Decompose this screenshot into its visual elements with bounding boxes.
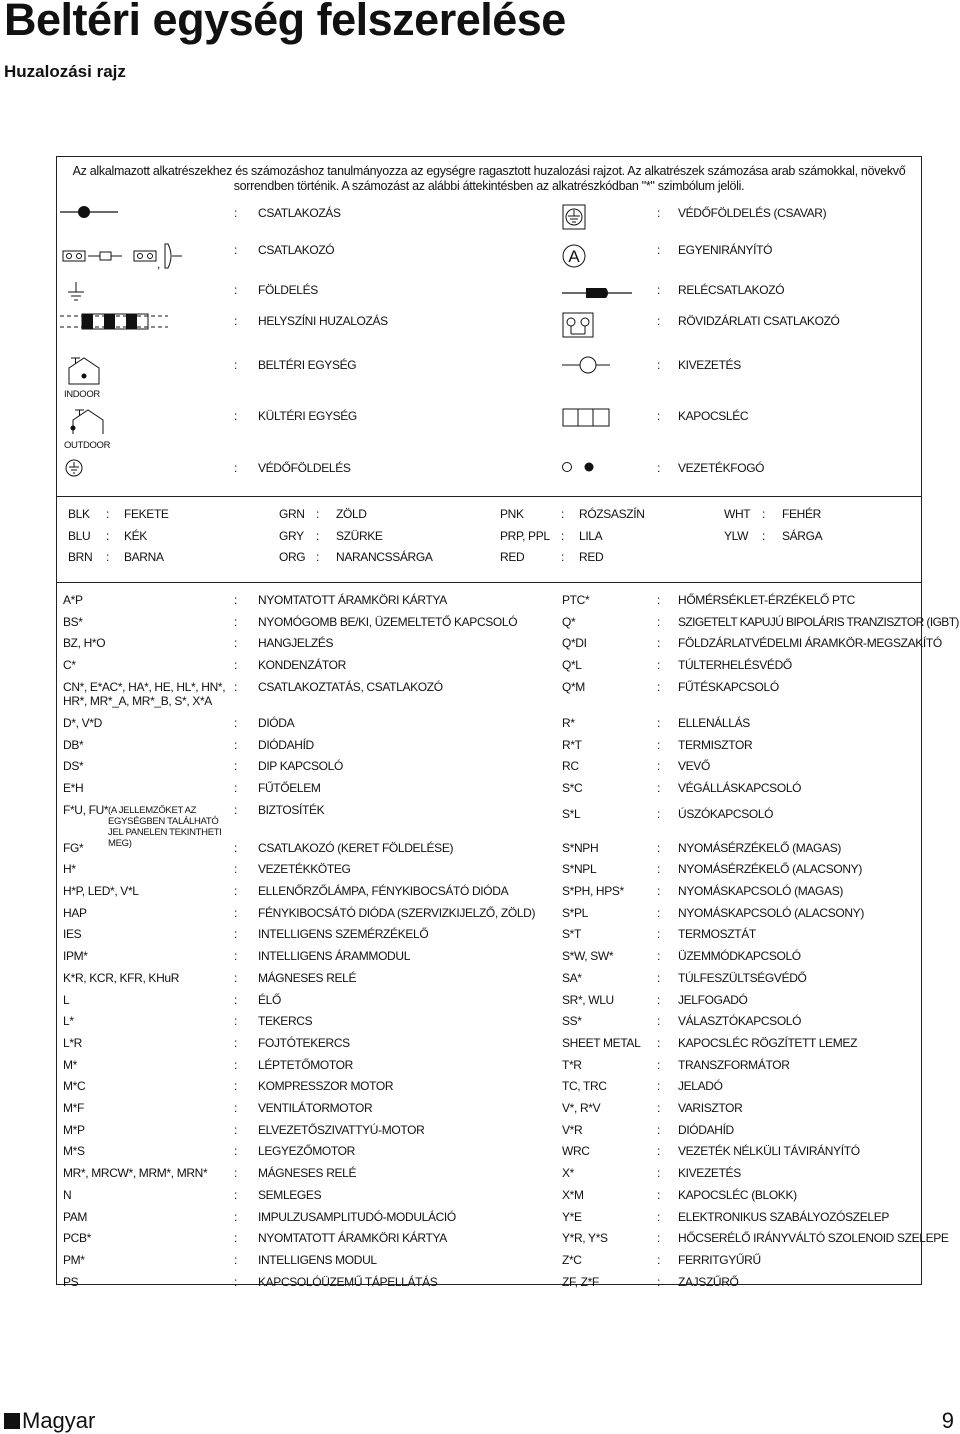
code-abbreviation: MR*, MRCW*, MRM*, MRN* — [63, 1166, 208, 1181]
code-abbreviation: K*R, KCR, KFR, KHuR — [63, 970, 180, 985]
wire-clamp-icon — [562, 460, 602, 474]
symbol-label: CSATLAKOZÁS — [258, 206, 341, 220]
code-description: ÚSZÓKAPCSOLÓ — [678, 806, 774, 821]
separator-colon: : — [657, 862, 661, 877]
connection-dot-icon — [60, 204, 120, 220]
code-abbreviation: M*F — [63, 1101, 84, 1115]
code-abbreviation: T*R — [562, 1057, 582, 1072]
color-code: GRY — [279, 529, 304, 543]
section-divider — [56, 582, 922, 583]
code-description: NYOMÁSKAPCSOLÓ (ALACSONY) — [678, 905, 864, 920]
code-abbreviation: IES — [63, 927, 82, 942]
code-description: FOJTÓTEKERCS — [258, 1035, 350, 1050]
code-abbreviation: BS* — [63, 614, 83, 629]
protective-earth-screw-icon — [562, 204, 588, 232]
color-code: BLU — [68, 529, 91, 543]
separator-colon: : — [657, 1144, 661, 1159]
code-description: INTELLIGENS SZEMÉRZÉKELŐ — [258, 927, 429, 942]
relay-connector-icon — [562, 285, 634, 301]
symbol-label: KÜLTÉRI EGYSÉG — [258, 409, 357, 423]
footer-page-number: 9 — [941, 1408, 954, 1433]
terminal-strip-icon — [562, 408, 612, 428]
code-description: ELLENŐRZŐLÁMPA, FÉNYKIBOCSÁTÓ DIÓDA — [258, 884, 509, 898]
separator-colon: : — [234, 243, 238, 257]
code-description: BIZTOSÍTÉK — [258, 802, 325, 817]
code-abbreviation: PCB* — [63, 1231, 91, 1246]
code-description: TRANSZFORMÁTOR — [678, 1057, 790, 1072]
code-description: CSATLAKOZÓ (KERET FÖLDELÉSE) — [258, 840, 454, 855]
code-description: ELEKTRONIKUS SZABÁLYOZÓSZELEP — [678, 1209, 890, 1224]
code-description: ÜZEMMÓDKAPCSOLÓ — [678, 949, 801, 964]
color-code: GRN — [279, 507, 305, 521]
rectifier-letter: A — [568, 247, 580, 266]
separator-colon: : — [234, 1187, 238, 1202]
separator-colon: : — [234, 1035, 238, 1050]
color-code: ORG — [279, 550, 306, 564]
color-code: PNK — [500, 507, 524, 521]
separator-colon: : — [234, 636, 238, 651]
separator-colon: : — [234, 1252, 238, 1267]
separator-colon: : — [234, 1014, 238, 1029]
code-abbreviation: PM* — [63, 1252, 85, 1267]
separator-colon: : — [762, 507, 766, 521]
color-name: RED — [579, 550, 604, 564]
code-abbreviation: X*M — [562, 1187, 584, 1202]
separator-colon: : — [657, 1101, 661, 1115]
code-abbreviation: V*, R*V — [562, 1101, 601, 1115]
code-abbreviation: Q*DI — [562, 636, 587, 651]
intro-text: Az alkalmazott alkatrészekhez és számozáshoz tanulmányozza az egységre ragasztott huzalozási rajzot. Az alkatrészek számozása arab számokkal, növekvő sorrendben történik. A számozást az alábbi áttekintésben az alkatrészkódban "*" szimbólum jelöli. — [72, 164, 906, 193]
code-description: FERRITGYŰRŰ — [678, 1252, 761, 1267]
code-abbreviation: FG* — [63, 840, 84, 855]
code-description: KAPOCSLÉC RÖGZÍTETT LEMEZ — [678, 1035, 858, 1050]
separator-colon: : — [316, 550, 320, 564]
code-description: KOMPRESSZOR MOTOR — [258, 1079, 394, 1094]
code-abbreviation: DS* — [63, 759, 84, 774]
code-abbreviation: BZ, H*O — [63, 636, 106, 651]
terminal-icon — [562, 355, 612, 375]
code-description: CSATLAKOZTATÁS, CSATLAKOZÓ — [258, 679, 443, 694]
code-abbreviation: S*W, SW* — [562, 949, 614, 964]
separator-colon: : — [234, 1057, 238, 1072]
separator-colon: : — [234, 759, 238, 774]
separator-colon: : — [657, 1035, 661, 1050]
symbol-label: EGYENIRÁNYÍTÓ — [678, 243, 773, 257]
symbol-label: VÉDŐFÖLDELÉS — [258, 461, 351, 475]
code-description: SZIGETELT KAPUJÚ BIPOLÁRIS TRANZISZTOR (IGBT) — [678, 614, 959, 629]
footer-language — [4, 1408, 95, 1434]
separator-colon: : — [657, 593, 661, 607]
code-description: DIÓDA — [258, 715, 295, 730]
code-abbreviation: SHEET METAL — [562, 1035, 641, 1050]
code-description: NYOMTATOTT ÁRAMKÖRI KÁRTYA — [258, 593, 447, 607]
code-description: SEMLEGES — [258, 1187, 322, 1202]
code-description: FŰTÉSKAPCSOLÓ — [678, 679, 779, 694]
color-name: FEHÉR — [782, 507, 821, 521]
separator-colon: : — [234, 905, 238, 920]
code-abbreviation: M*P — [63, 1122, 85, 1137]
code-description: JELFOGADÓ — [678, 992, 748, 1007]
code-description: DIP KAPCSOLÓ — [258, 759, 343, 774]
code-description: ELLENÁLLÁS — [678, 715, 750, 730]
separator-colon: : — [234, 715, 238, 730]
outdoor-caption: OUTDOOR — [64, 440, 111, 451]
code-description: HŐCSERÉLŐ IRÁNYVÁLTÓ SZOLENOID SZELEPE — [678, 1231, 949, 1246]
separator-colon: : — [234, 314, 238, 328]
separator-colon: : — [234, 927, 238, 942]
code-abbreviation: DB* — [63, 737, 84, 752]
code-abbreviation: H* — [63, 862, 76, 877]
connector-icon — [60, 242, 185, 272]
symbol-label: RELÉCSATLAKOZÓ — [678, 283, 785, 297]
svg-text:,: , — [157, 257, 161, 271]
ground-icon — [66, 282, 86, 302]
code-abbreviation: HR*, MR*_A, MR*_B, S*, X*A — [63, 693, 212, 708]
code-abbreviation: R* — [562, 715, 575, 730]
separator-colon: : — [657, 737, 661, 752]
indoor-caption: INDOOR — [64, 389, 100, 400]
code-description: ZAJSZŰRŐ — [678, 1274, 739, 1289]
code-description: MÁGNESES RELÉ — [258, 970, 357, 985]
separator-colon: : — [234, 1144, 238, 1159]
separator-colon: : — [234, 614, 238, 629]
separator-colon: : — [234, 1274, 238, 1289]
code-abbreviation: Q* — [562, 614, 576, 629]
code-description: VÁLASZTÓKAPCSOLÓ — [678, 1014, 802, 1029]
separator-colon: : — [657, 970, 661, 985]
separator-colon: : — [234, 1079, 238, 1094]
color-name: FEKETE — [124, 507, 169, 521]
code-description: HANGJELZÉS — [258, 636, 334, 651]
separator-colon: : — [657, 636, 661, 651]
code-description: NYOMTATOTT ÁRAMKÖRI KÁRTYA — [258, 1231, 447, 1246]
page-subtitle: Huzalozási rajz — [4, 62, 126, 81]
separator-colon: : — [106, 507, 110, 521]
code-description: TERMISZTOR — [678, 737, 753, 752]
code-abbreviation: D*, V*D — [63, 715, 102, 730]
code-abbreviation: Q*M — [562, 679, 585, 694]
code-abbreviation: M* — [63, 1057, 77, 1072]
separator-colon: : — [106, 550, 110, 564]
code-abbreviation: ZF, Z*F — [562, 1274, 599, 1289]
code-description: DIÓDAHÍD — [678, 1122, 734, 1137]
code-abbreviation: S*L — [562, 806, 581, 821]
separator-colon: : — [234, 970, 238, 985]
color-name: SÁRGA — [782, 529, 823, 543]
separator-colon: : — [234, 283, 238, 297]
separator-colon: : — [561, 529, 565, 543]
separator-colon: : — [657, 806, 661, 821]
protective-earth-icon — [64, 458, 84, 478]
separator-colon: : — [657, 243, 661, 257]
code-abbreviation: E*H — [63, 780, 84, 795]
color-name: NARANCSSÁRGA — [336, 550, 433, 564]
code-description: TÚLFESZÜLTSÉGVÉDŐ — [678, 970, 807, 985]
code-description: VEVŐ — [678, 759, 710, 774]
symbol-label: KIVEZETÉS — [678, 358, 741, 372]
color-name: ZÖLD — [336, 507, 367, 521]
separator-colon: : — [657, 1231, 661, 1246]
code-abbreviation: L — [63, 992, 70, 1007]
separator-colon: : — [657, 658, 661, 673]
color-code: RED — [500, 550, 525, 564]
code-abbreviation: X* — [562, 1166, 574, 1181]
separator-colon: : — [316, 529, 320, 543]
color-name: SZÜRKE — [336, 529, 383, 543]
separator-colon: : — [234, 840, 238, 855]
color-code: BRN — [68, 550, 93, 564]
separator-colon: : — [657, 715, 661, 730]
section-divider — [56, 496, 922, 497]
code-description: VÉGÁLLÁSKAPCSOLÓ — [678, 780, 802, 795]
code-description: DIÓDAHÍD — [258, 737, 314, 752]
separator-colon: : — [657, 1079, 661, 1094]
separator-colon: : — [234, 658, 238, 673]
separator-colon: : — [657, 949, 661, 964]
separator-colon: : — [234, 206, 238, 220]
code-abbreviation: HAP — [63, 905, 87, 920]
separator-colon: : — [657, 1252, 661, 1267]
separator-colon: : — [234, 802, 238, 817]
code-abbreviation: SS* — [562, 1014, 582, 1029]
code-description: JELADÓ — [678, 1079, 723, 1094]
field-wiring-icon — [60, 313, 170, 331]
code-description: NYOMÓGOMB BE/KI, ÜZEMELTETŐ KAPCSOLÓ — [258, 614, 518, 629]
separator-colon: : — [657, 759, 661, 774]
separator-colon: : — [234, 780, 238, 795]
separator-colon: : — [234, 884, 238, 898]
code-abbreviation: S*NPL — [562, 862, 597, 877]
code-abbreviation: S*PL — [562, 905, 588, 920]
separator-colon: : — [657, 1166, 661, 1181]
code-description: ELVEZETŐSZIVATTYÚ-MOTOR — [258, 1122, 425, 1137]
separator-colon: : — [657, 927, 661, 942]
separator-colon: : — [561, 507, 565, 521]
footer-language-label: Magyar — [22, 1408, 96, 1433]
separator-colon: : — [657, 1122, 661, 1137]
symbol-label: HELYSZÍNI HUZALOZÁS — [258, 314, 388, 328]
code-abbreviation: TC, TRC — [562, 1079, 607, 1094]
color-name: LILA — [579, 529, 603, 543]
separator-colon: : — [657, 314, 661, 328]
separator-colon: : — [316, 507, 320, 521]
code-description: INTELLIGENS MODUL — [258, 1252, 377, 1267]
short-circuit-connector-icon — [562, 312, 598, 340]
code-abbreviation: WRC — [562, 1144, 590, 1159]
separator-colon: : — [657, 1057, 661, 1072]
separator-colon: : — [234, 358, 238, 372]
code-abbreviation: S*T — [562, 927, 581, 942]
separator-colon: : — [657, 780, 661, 795]
separator-colon: : — [234, 1166, 238, 1181]
code-description: TERMOSZTÁT — [678, 927, 756, 942]
code-abbreviation: PTC* — [562, 593, 590, 607]
separator-colon: : — [234, 409, 238, 423]
separator-colon: : — [657, 461, 661, 475]
code-abbreviation: Y*E — [562, 1209, 582, 1224]
code-description: NYOMÁSÉRZÉKELŐ (MAGAS) — [678, 840, 841, 855]
separator-colon: : — [234, 1101, 238, 1115]
code-description: MÁGNESES RELÉ — [258, 1166, 357, 1181]
indoor-unit-icon — [66, 356, 106, 386]
separator-colon: : — [657, 358, 661, 372]
code-abbreviation: A*P — [63, 593, 83, 607]
code-description: HŐMÉRSÉKLET-ÉRZÉKELŐ PTC — [678, 593, 855, 607]
symbol-label: KAPOCSLÉC — [678, 409, 749, 423]
code-description: NYOMÁSKAPCSOLÓ (MAGAS) — [678, 884, 843, 898]
code-abbreviation: CN*, E*AC*, HA*, HE, HL*, HN*, — [63, 679, 226, 694]
separator-colon: : — [106, 529, 110, 543]
code-abbreviation: L*R — [63, 1035, 82, 1050]
code-abbreviation: V*R — [562, 1122, 583, 1137]
code-description: KAPOCSLÉC (BLOKK) — [678, 1187, 797, 1202]
separator-colon: : — [234, 593, 238, 607]
code-description: IMPULZUSAMPLITUDÓ-MODULÁCIÓ — [258, 1209, 456, 1224]
code-abbreviation: SR*, WLU — [562, 992, 614, 1007]
code-abbreviation: M*C — [63, 1079, 86, 1094]
color-code: PRP, PPL — [500, 529, 550, 543]
page-title: Beltéri egység felszerelése — [4, 0, 566, 45]
rectifier-icon — [562, 244, 588, 270]
separator-colon: : — [234, 461, 238, 475]
code-abbreviation: N — [63, 1187, 72, 1202]
code-description: FÉNYKIBOCSÁTÓ DIÓDA (SZERVIZKIJELZŐ, ZÖLD) — [258, 905, 536, 920]
code-description: VEZETÉK NÉLKÜLI TÁVIRÁNYÍTÓ — [678, 1144, 860, 1159]
symbol-label: BELTÉRI EGYSÉG — [258, 358, 357, 372]
code-abbreviation: M*S — [63, 1144, 85, 1159]
separator-colon: : — [657, 614, 661, 629]
separator-colon: : — [657, 283, 661, 297]
color-code: WHT — [724, 507, 751, 521]
code-description: TEKERCS — [258, 1014, 313, 1029]
color-code: YLW — [724, 529, 749, 543]
separator-colon: : — [234, 949, 238, 964]
code-description: ÉLŐ — [258, 992, 281, 1007]
outdoor-unit-icon — [70, 408, 110, 438]
code-description: VENTILÁTORMOTOR — [258, 1101, 373, 1115]
color-name: BARNA — [124, 550, 164, 564]
code-description: FŰTŐELEM — [258, 780, 321, 795]
separator-colon: : — [234, 1122, 238, 1137]
color-code: BLK — [68, 507, 90, 521]
separator-colon: : — [234, 679, 238, 694]
code-abbreviation: L* — [63, 1014, 74, 1029]
separator-colon: : — [657, 1209, 661, 1224]
color-name: RÓZSASZÍN — [579, 507, 645, 521]
separator-colon: : — [657, 905, 661, 920]
symbol-label: VÉDŐFÖLDELÉS (CSAVAR) — [678, 206, 827, 220]
code-description: FÖLDZÁRLATVÉDELMI ÁRAMKÖR-MEGSZAKÍTÓ — [678, 636, 942, 651]
symbol-label: FÖLDELÉS — [258, 283, 318, 297]
color-name: KÉK — [124, 529, 147, 543]
code-description: TÚLTERHELÉSVÉDŐ — [678, 658, 792, 673]
separator-colon: : — [657, 206, 661, 220]
code-abbreviation: C* — [63, 658, 76, 673]
code-abbreviation: RC — [562, 759, 579, 774]
code-abbreviation: S*NPH — [562, 840, 599, 855]
separator-colon: : — [657, 884, 661, 898]
code-abbreviation: F*U, FU* — [63, 802, 109, 817]
symbol-label: CSATLAKOZÓ — [258, 243, 335, 257]
code-abbreviation: S*C — [562, 780, 583, 795]
code-description: KONDENZÁTOR — [258, 658, 346, 673]
separator-colon: : — [657, 1187, 661, 1202]
code-abbreviation: Q*L — [562, 658, 582, 673]
separator-colon: : — [234, 992, 238, 1007]
code-description: NYOMÁSÉRZÉKELŐ (ALACSONY) — [678, 862, 862, 877]
separator-colon: : — [657, 1014, 661, 1029]
separator-colon: : — [657, 409, 661, 423]
square-bullet-icon — [4, 1413, 20, 1429]
code-description: VARISZTOR — [678, 1101, 743, 1115]
separator-colon: : — [762, 529, 766, 543]
separator-colon: : — [234, 862, 238, 877]
code-abbreviation: PS — [63, 1274, 79, 1289]
code-abbreviation: Y*R, Y*S — [562, 1231, 608, 1246]
separator-colon: : — [234, 1231, 238, 1246]
code-description: LÉPTETŐMOTOR — [258, 1057, 353, 1072]
code-description: INTELLIGENS ÁRAMMODUL — [258, 949, 411, 964]
code-description: LEGYEZŐMOTOR — [258, 1144, 355, 1159]
separator-colon: : — [234, 737, 238, 752]
code-description: KIVEZETÉS — [678, 1166, 741, 1181]
code-abbreviation: SA* — [562, 970, 582, 985]
code-abbreviation: IPM* — [63, 949, 88, 964]
separator-colon: : — [657, 840, 661, 855]
code-note: (A JELLEMZŐKET AZ EGYSÉGBEN TALÁLHATÓ JEL PANELEN TEKINTHETI MEG) — [108, 804, 222, 849]
code-description: VEZETÉKKÖTEG — [258, 862, 351, 877]
code-abbreviation: H*P, LED*, V*L — [63, 884, 139, 898]
code-abbreviation: PAM — [63, 1209, 88, 1224]
code-abbreviation: R*T — [562, 737, 582, 752]
symbol-label: RÖVIDZÁRLATI CSATLAKOZÓ — [678, 314, 840, 328]
symbol-label: VEZETÉKFOGÓ — [678, 461, 765, 475]
separator-colon: : — [657, 992, 661, 1007]
separator-colon: : — [657, 679, 661, 694]
code-abbreviation: Z*C — [562, 1252, 582, 1267]
code-abbreviation: S*PH, HPS* — [562, 884, 624, 898]
separator-colon: : — [561, 550, 565, 564]
separator-colon: : — [657, 1274, 661, 1289]
separator-colon: : — [234, 1209, 238, 1224]
code-description: KAPCSOLÓÜZEMŰ TÁPELLÁTÁS — [258, 1274, 438, 1289]
